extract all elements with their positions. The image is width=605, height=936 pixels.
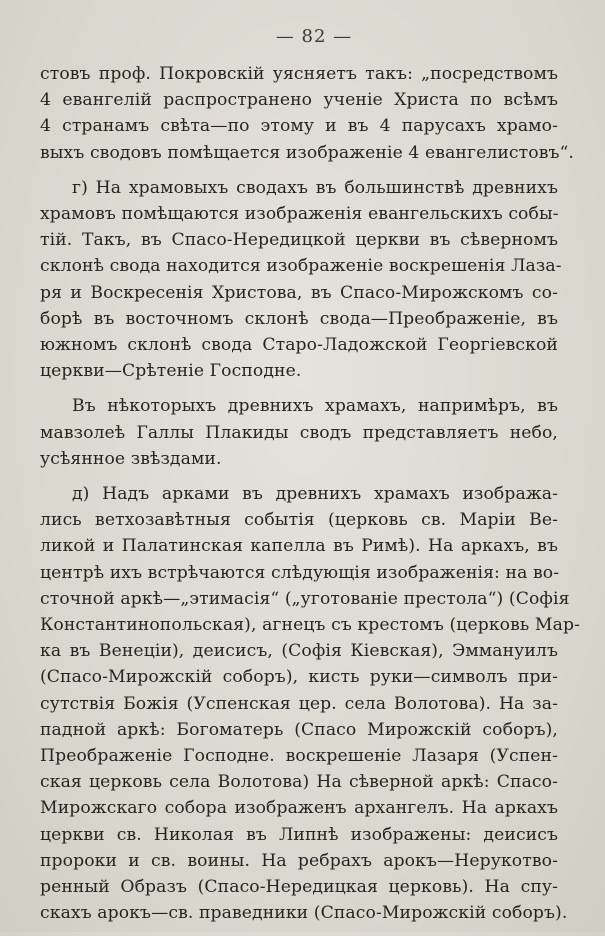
text-line: усѣянное звѣздами. <box>40 448 222 469</box>
paragraph-g <box>40 175 562 385</box>
text-line: г) На храмовыхъ сводахъ въ большинствѣ древнихъ <box>72 177 558 198</box>
text-line: Константинопольская), агнецъ съ крестомъ (церковь Мар- <box>40 615 580 636</box>
paragraph-mausoleum <box>40 393 558 472</box>
text-line: 4 странамъ свѣта—по этому и въ 4 парусахъ храмо- <box>40 116 558 137</box>
text-line: ренный Образъ (Спасо-Нередицкая церковь). На спу- <box>40 877 558 898</box>
text-line: скахъ арокъ—св. праведники (Спасо-Мирожскій соборъ). <box>40 903 568 924</box>
text-line: Преображеніе Господне. воскрешеніе Лазаря (Успен- <box>40 746 558 767</box>
text-line: ликой и Палатинская капелла въ Римѣ). На аркахъ, въ <box>40 536 558 557</box>
text-line: д) Надъ арками въ древнихъ храмахъ изобража- <box>72 484 558 505</box>
book-page <box>40 26 580 936</box>
text-line: борѣ въ восточномъ склонѣ свода—Преображеніе, въ <box>40 308 558 329</box>
text-line: стовъ проф. Покровскій уясняетъ такъ: „посредствомъ <box>40 64 558 84</box>
text-line: храмовъ помѣщаются изображенія евангельскихъ собы- <box>40 204 559 225</box>
text-line: ская церковь села Волотова) На сѣверной аркѣ: Спасо- <box>40 772 558 793</box>
page-number: — 82 — <box>275 26 353 47</box>
text-line: падной аркѣ: Богоматерь (Спасо Мирожскій соборъ), <box>40 719 558 740</box>
text-line: южномъ склонѣ свода Старо-Ладожской Георгіевской <box>40 335 558 356</box>
text-line: 4 евангелій распространено ученіе Христа по всѣмъ <box>40 90 558 111</box>
text-line: ка въ Венеціи), деисисъ, (Софія Кіевская), Эммануилъ <box>40 641 558 662</box>
text-line: лись ветхозавѣтныя событія (церковь св. Маріи Ве- <box>40 510 558 531</box>
text-line: Мирожскаго собора изображенъ архангелъ. На аркахъ <box>40 798 558 819</box>
text-line: сутствія Божія (Успенская цер. села Волотова). На за- <box>40 693 558 714</box>
text-line: сточной аркѣ—„этимасія“ („уготованіе престола“) (Софія <box>40 588 570 609</box>
text-line: церкви—Срѣтеніе Господне. <box>40 361 302 382</box>
text-line: склонѣ свода находится изображеніе воскрешенія Лаза- <box>40 256 562 277</box>
paragraph-intro <box>40 61 574 166</box>
text-line: мавзолеѣ Галлы Плакиды сводъ представляетъ небо, <box>40 422 558 443</box>
text-line: выхъ сводовъ помѣщается изображеніе 4 евангелистовъ“. <box>40 142 574 163</box>
text-line: центрѣ ихъ встрѣчаются слѣдующія изображенія: на во- <box>40 562 560 583</box>
text-line: (Спасо-Мирожскій соборъ), кисть руки—символъ при- <box>40 667 558 688</box>
text-line: тій. Такъ, въ Спасо-Нередицкой церкви въ сѣверномъ <box>40 230 558 251</box>
text-line: церкви св. Николая въ Липнѣ изображены: деисисъ <box>40 824 558 845</box>
text-line: Въ нѣкоторыхъ древнихъ храмахъ, напримѣръ, въ <box>72 396 558 417</box>
text-line: ря и Воскресенія Христова, въ Спасо-Мирожскомъ со- <box>40 282 558 303</box>
text-line: пророки и св. воины. На ребрахъ арокъ—Нерукотво- <box>40 850 558 871</box>
paragraph-d <box>40 481 580 926</box>
